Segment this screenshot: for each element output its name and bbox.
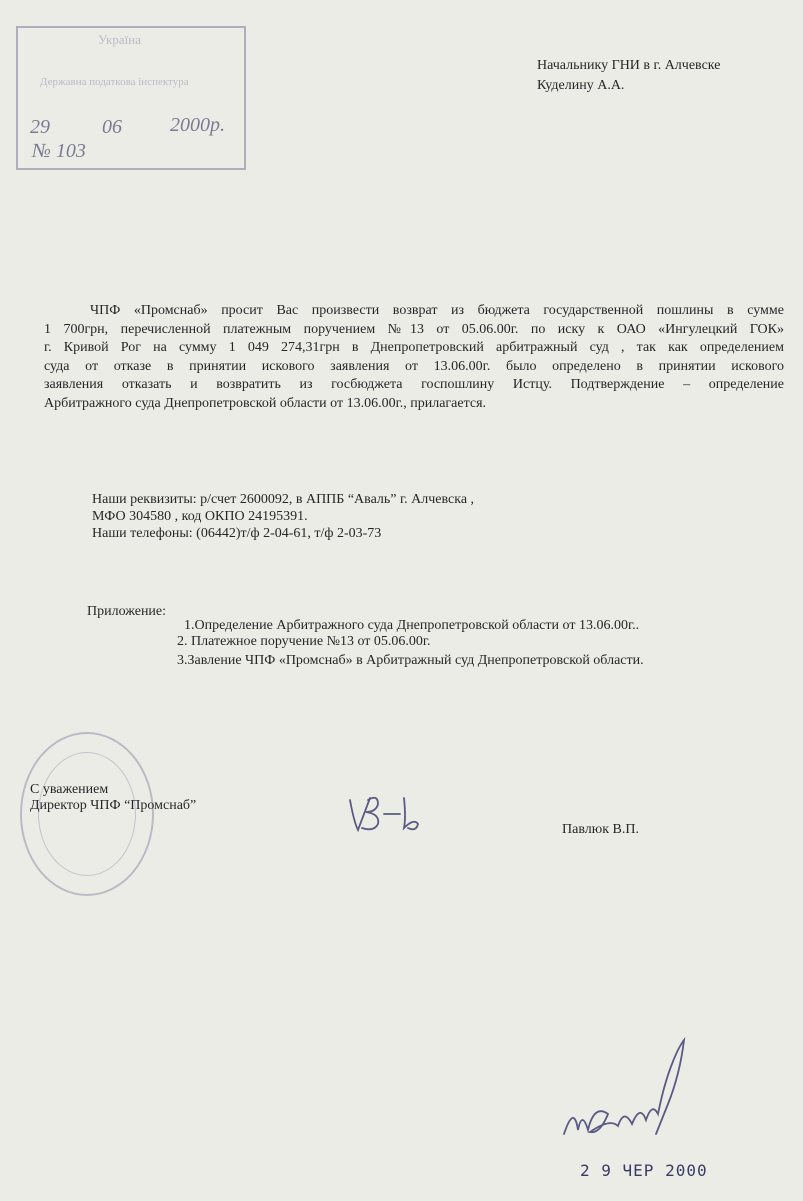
received-date-stamp: 2 9 ЧЕР 2000	[580, 1161, 708, 1180]
attachment-item: 3.Завление ЧПФ «Промснаб» в Арбитражный суд Днепропетровской области.	[177, 653, 644, 668]
closing-position: Директор ЧПФ “Промснаб”	[30, 798, 197, 813]
requisites-block	[92, 491, 474, 542]
round-seal	[20, 732, 154, 896]
requisites-phones: Наши телефоны: (06442)т/ф 2-04-61, т/ф 2-03-73	[92, 526, 382, 541]
addressee-line-1: Начальнику ГНИ в г. Алчевске	[537, 58, 721, 73]
closing-block	[30, 782, 196, 814]
body-paragraph	[44, 302, 784, 413]
director-signature	[344, 788, 434, 838]
stamp-date-month: 06	[102, 116, 122, 138]
stamp-header: Україна	[98, 32, 141, 47]
stamp-number: № 103	[32, 140, 86, 162]
body-line: ЧПФ «Промснаб» просит Вас произвести возврат из бюджета государственной пошлины в сумме	[90, 303, 784, 318]
addressee-line-2: Куделину А.А.	[537, 78, 625, 93]
body-line: Арбитражного суда Днепропетровской области от 13.06.00г., прилагается.	[44, 395, 487, 411]
addressee	[537, 56, 720, 96]
attachment-item: 1.Определение Арбитражного суда Днепропетровской области от 13.06.00г..	[184, 618, 640, 633]
registration-stamp	[16, 26, 246, 170]
stamp-org-line: Державна податкова інспектура	[40, 76, 189, 88]
round-seal-inner-ring	[38, 752, 136, 876]
attachment-item: 2. Платежное поручение №13 от 05.06.00г.	[177, 634, 431, 649]
receiver-signature	[560, 1034, 710, 1154]
requisites-codes: МФО 304580 , код ОКПО 24195391.	[92, 509, 308, 524]
body-line: заявления отказать и возвратить из госбюджета госпошлину Истцу. Подтверждение – определение	[44, 377, 784, 392]
attachments-label: Приложение:	[87, 604, 167, 619]
director-name: Павлюк В.П.	[562, 822, 639, 837]
body-line: 1 700грн, перечисленной платежным поручением №13 от 05.06.00г. по иску к ОАО «Ингулецкий ГОК»	[44, 321, 784, 337]
body-line: г. Кривой Рог на сумму 1 049 274,31грн в Днепропетровский арбитражный суд , так как определением	[44, 340, 784, 355]
stamp-date-day: 29	[30, 116, 50, 138]
stamp-date-year: 2000р.	[170, 114, 225, 136]
closing-regards: С уважением	[30, 782, 109, 797]
requisites-account: Наши реквизиты: р/счет 2600092, в АППБ “Аваль” г. Алчевска ,	[92, 492, 475, 507]
body-line: суда от отказе в принятии искового заявления от 13.06.00г. было определено в принятии искового	[44, 358, 784, 374]
